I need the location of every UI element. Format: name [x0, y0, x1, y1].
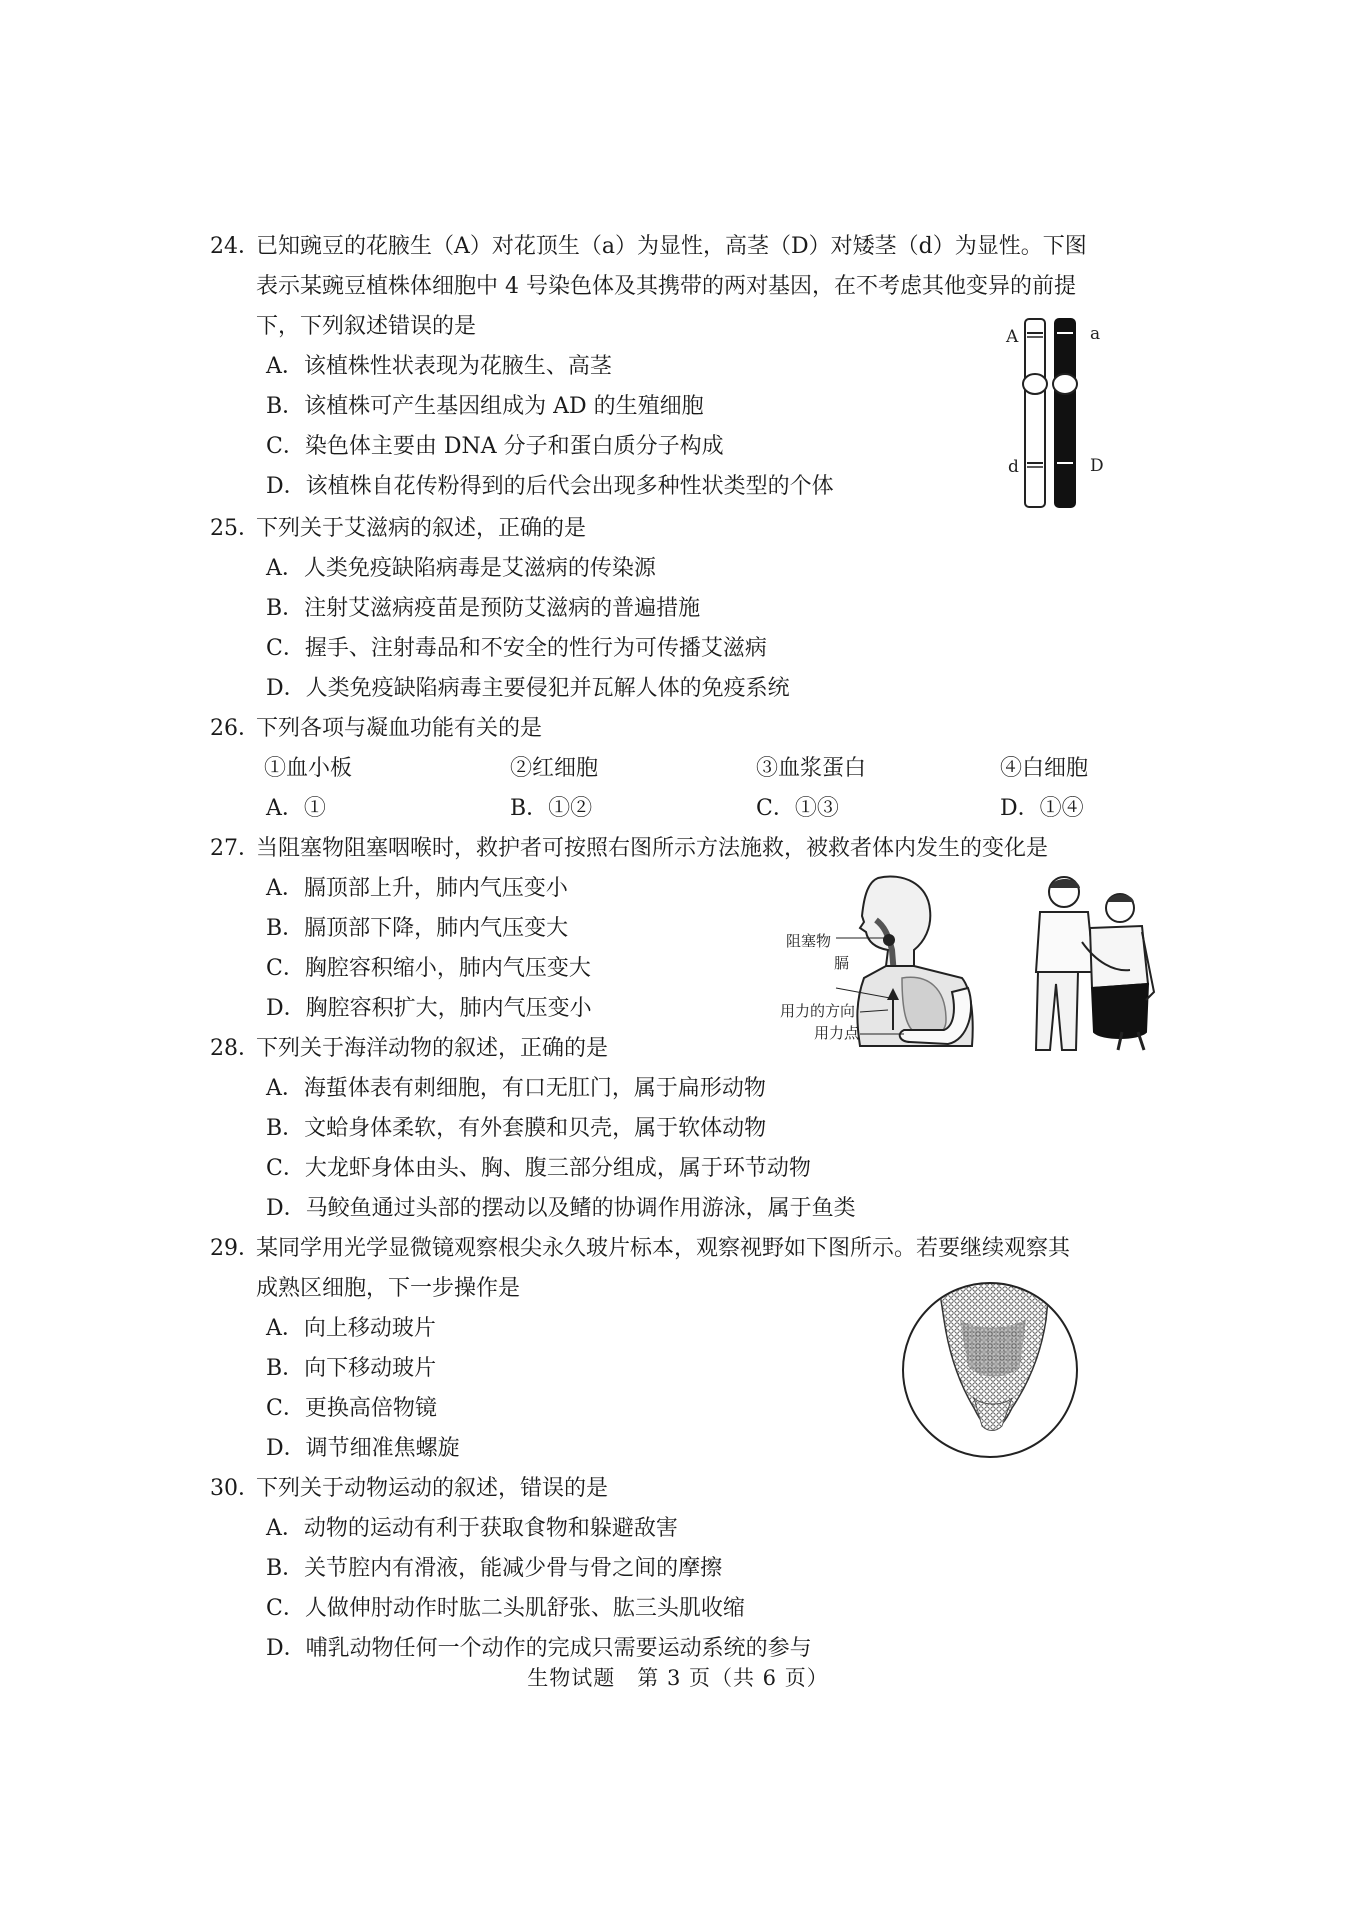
option-d: D．哺乳动物任何一个动作的完成只需要运动系统的参与 — [266, 1636, 812, 1661]
option-b: B．①② — [510, 796, 593, 821]
option-c: C．染色体主要由 DNA 分子和蛋白质分子构成 — [266, 434, 724, 459]
option-d: D．人类免疫缺陷病毒主要侵犯并瓦解人体的免疫系统 — [266, 676, 790, 701]
question-stem-line: 下列关于艾滋病的叙述，正确的是 — [256, 516, 587, 541]
centromere-left — [1023, 374, 1047, 394]
option-c: C．大龙虾身体由头、胸、腹三部分组成，属于环节动物 — [266, 1156, 811, 1181]
option-c: C．握手、注射毒品和不安全的性行为可传播艾滋病 — [266, 636, 767, 661]
question-number: 26． — [210, 716, 260, 741]
option-c: C．①③ — [756, 796, 839, 821]
rescue-illustration — [1022, 872, 1158, 1054]
item-3: ③血浆蛋白 — [756, 756, 867, 781]
gene-label-a: a — [1090, 324, 1101, 344]
question-number: 30． — [210, 1476, 260, 1501]
gene-label-A: A — [1006, 327, 1019, 347]
item-4: ④白细胞 — [1000, 756, 1089, 781]
question-stem-line: 成熟区细胞，下一步操作是 — [256, 1276, 521, 1301]
label-diaphragm: 膈 — [834, 954, 850, 972]
gene-label-D: D — [1090, 456, 1104, 476]
question-stem-line: 下列各项与凝血功能有关的是 — [256, 716, 543, 741]
option-b: B．注射艾滋病疫苗是预防艾滋病的普遍措施 — [266, 596, 701, 621]
option-a: A．人类免疫缺陷病毒是艾滋病的传染源 — [266, 556, 656, 581]
question-number: 24． — [210, 234, 260, 259]
gene-label-d: d — [1008, 457, 1019, 477]
question-number: 28． — [210, 1036, 260, 1061]
option-b: B．膈顶部下降，肺内气压变大 — [266, 916, 569, 941]
option-a: A．① — [266, 796, 326, 821]
option-c: C．人做伸肘动作时肱二头肌舒张、肱三头肌收缩 — [266, 1596, 745, 1621]
label-obstruction: 阻塞物 — [786, 932, 832, 950]
option-d: D．马鲛鱼通过头部的摆动以及鳍的协调作用游泳，属于鱼类 — [266, 1196, 856, 1221]
question-stem-line: 下列关于海洋动物的叙述，正确的是 — [256, 1036, 609, 1061]
option-d: D．胸腔容积扩大，肺内气压变小 — [266, 996, 592, 1021]
heimlich-anatomy-figure — [768, 870, 990, 1054]
option-d: D．调节细准焦螺旋 — [266, 1436, 460, 1461]
question-number: 25． — [210, 516, 260, 541]
centromere-right — [1053, 374, 1077, 394]
item-2: ②红细胞 — [510, 756, 599, 781]
question-stem-line: 下列关于动物运动的叙述，错误的是 — [256, 1476, 609, 1501]
option-c: C．更换高倍物镜 — [266, 1396, 437, 1421]
option-a: A．膈顶部上升，肺内气压变小 — [266, 876, 568, 901]
item-1: ①血小板 — [264, 756, 353, 781]
option-b: B．向下移动玻片 — [266, 1356, 437, 1381]
option-b: B．文蛤身体柔软，有外套膜和贝壳，属于软体动物 — [266, 1116, 767, 1141]
chromosome-dark — [1055, 319, 1075, 507]
question-number: 27． — [210, 836, 260, 861]
option-b: B．该植株可产生基因组成为 AD 的生殖细胞 — [266, 394, 704, 419]
option-a: A．该植株性状表现为花腋生、高茎 — [266, 354, 612, 379]
question-number: 29． — [210, 1236, 260, 1261]
chromosome-light — [1025, 319, 1045, 507]
obstruction — [883, 934, 895, 946]
option-a: A．动物的运动有利于获取食物和躲避敌害 — [266, 1516, 678, 1541]
page-footer: 生物试题 第 3 页（共 6 页） — [527, 1666, 829, 1690]
question-stem-line: 某同学用光学显微镜观察根尖永久玻片标本，观察视野如下图所示。若要继续观察其 — [256, 1236, 1071, 1261]
option-d: D．①④ — [1000, 796, 1084, 821]
question-stem-line: 表示某豌豆植株体细胞中 4 号染色体及其携带的两对基因，在不考虑其他变异的前提 — [256, 274, 1076, 299]
root-tip-microscope-view — [900, 1280, 1080, 1460]
option-a: A．向上移动玻片 — [266, 1316, 436, 1341]
label-force-point: 用力点 — [814, 1024, 860, 1042]
option-c: C．胸腔容积缩小，肺内气压变大 — [266, 956, 591, 981]
question-stem-line: 已知豌豆的花腋生（A）对花顶生（a）为显性，高茎（D）对矮茎（d）为显性。下图 — [256, 234, 1087, 259]
question-stem-line: 下，下列叙述错误的是 — [256, 314, 477, 339]
chromosome-figure — [990, 315, 1120, 515]
option-b: B．关节腔内有滑液，能减少骨与骨之间的摩擦 — [266, 1556, 723, 1581]
label-force-direction: 用力的方向 — [780, 1002, 856, 1020]
option-d: D．该植株自花传粉得到的后代会出现多种性状类型的个体 — [266, 474, 834, 499]
option-a: A．海蜇体表有刺细胞，有口无肛门，属于扁形动物 — [266, 1076, 766, 1101]
question-stem-line: 当阻塞物阻塞咽喉时，救护者可按照右图所示方法施救，被救者体内发生的变化是 — [256, 836, 1049, 861]
